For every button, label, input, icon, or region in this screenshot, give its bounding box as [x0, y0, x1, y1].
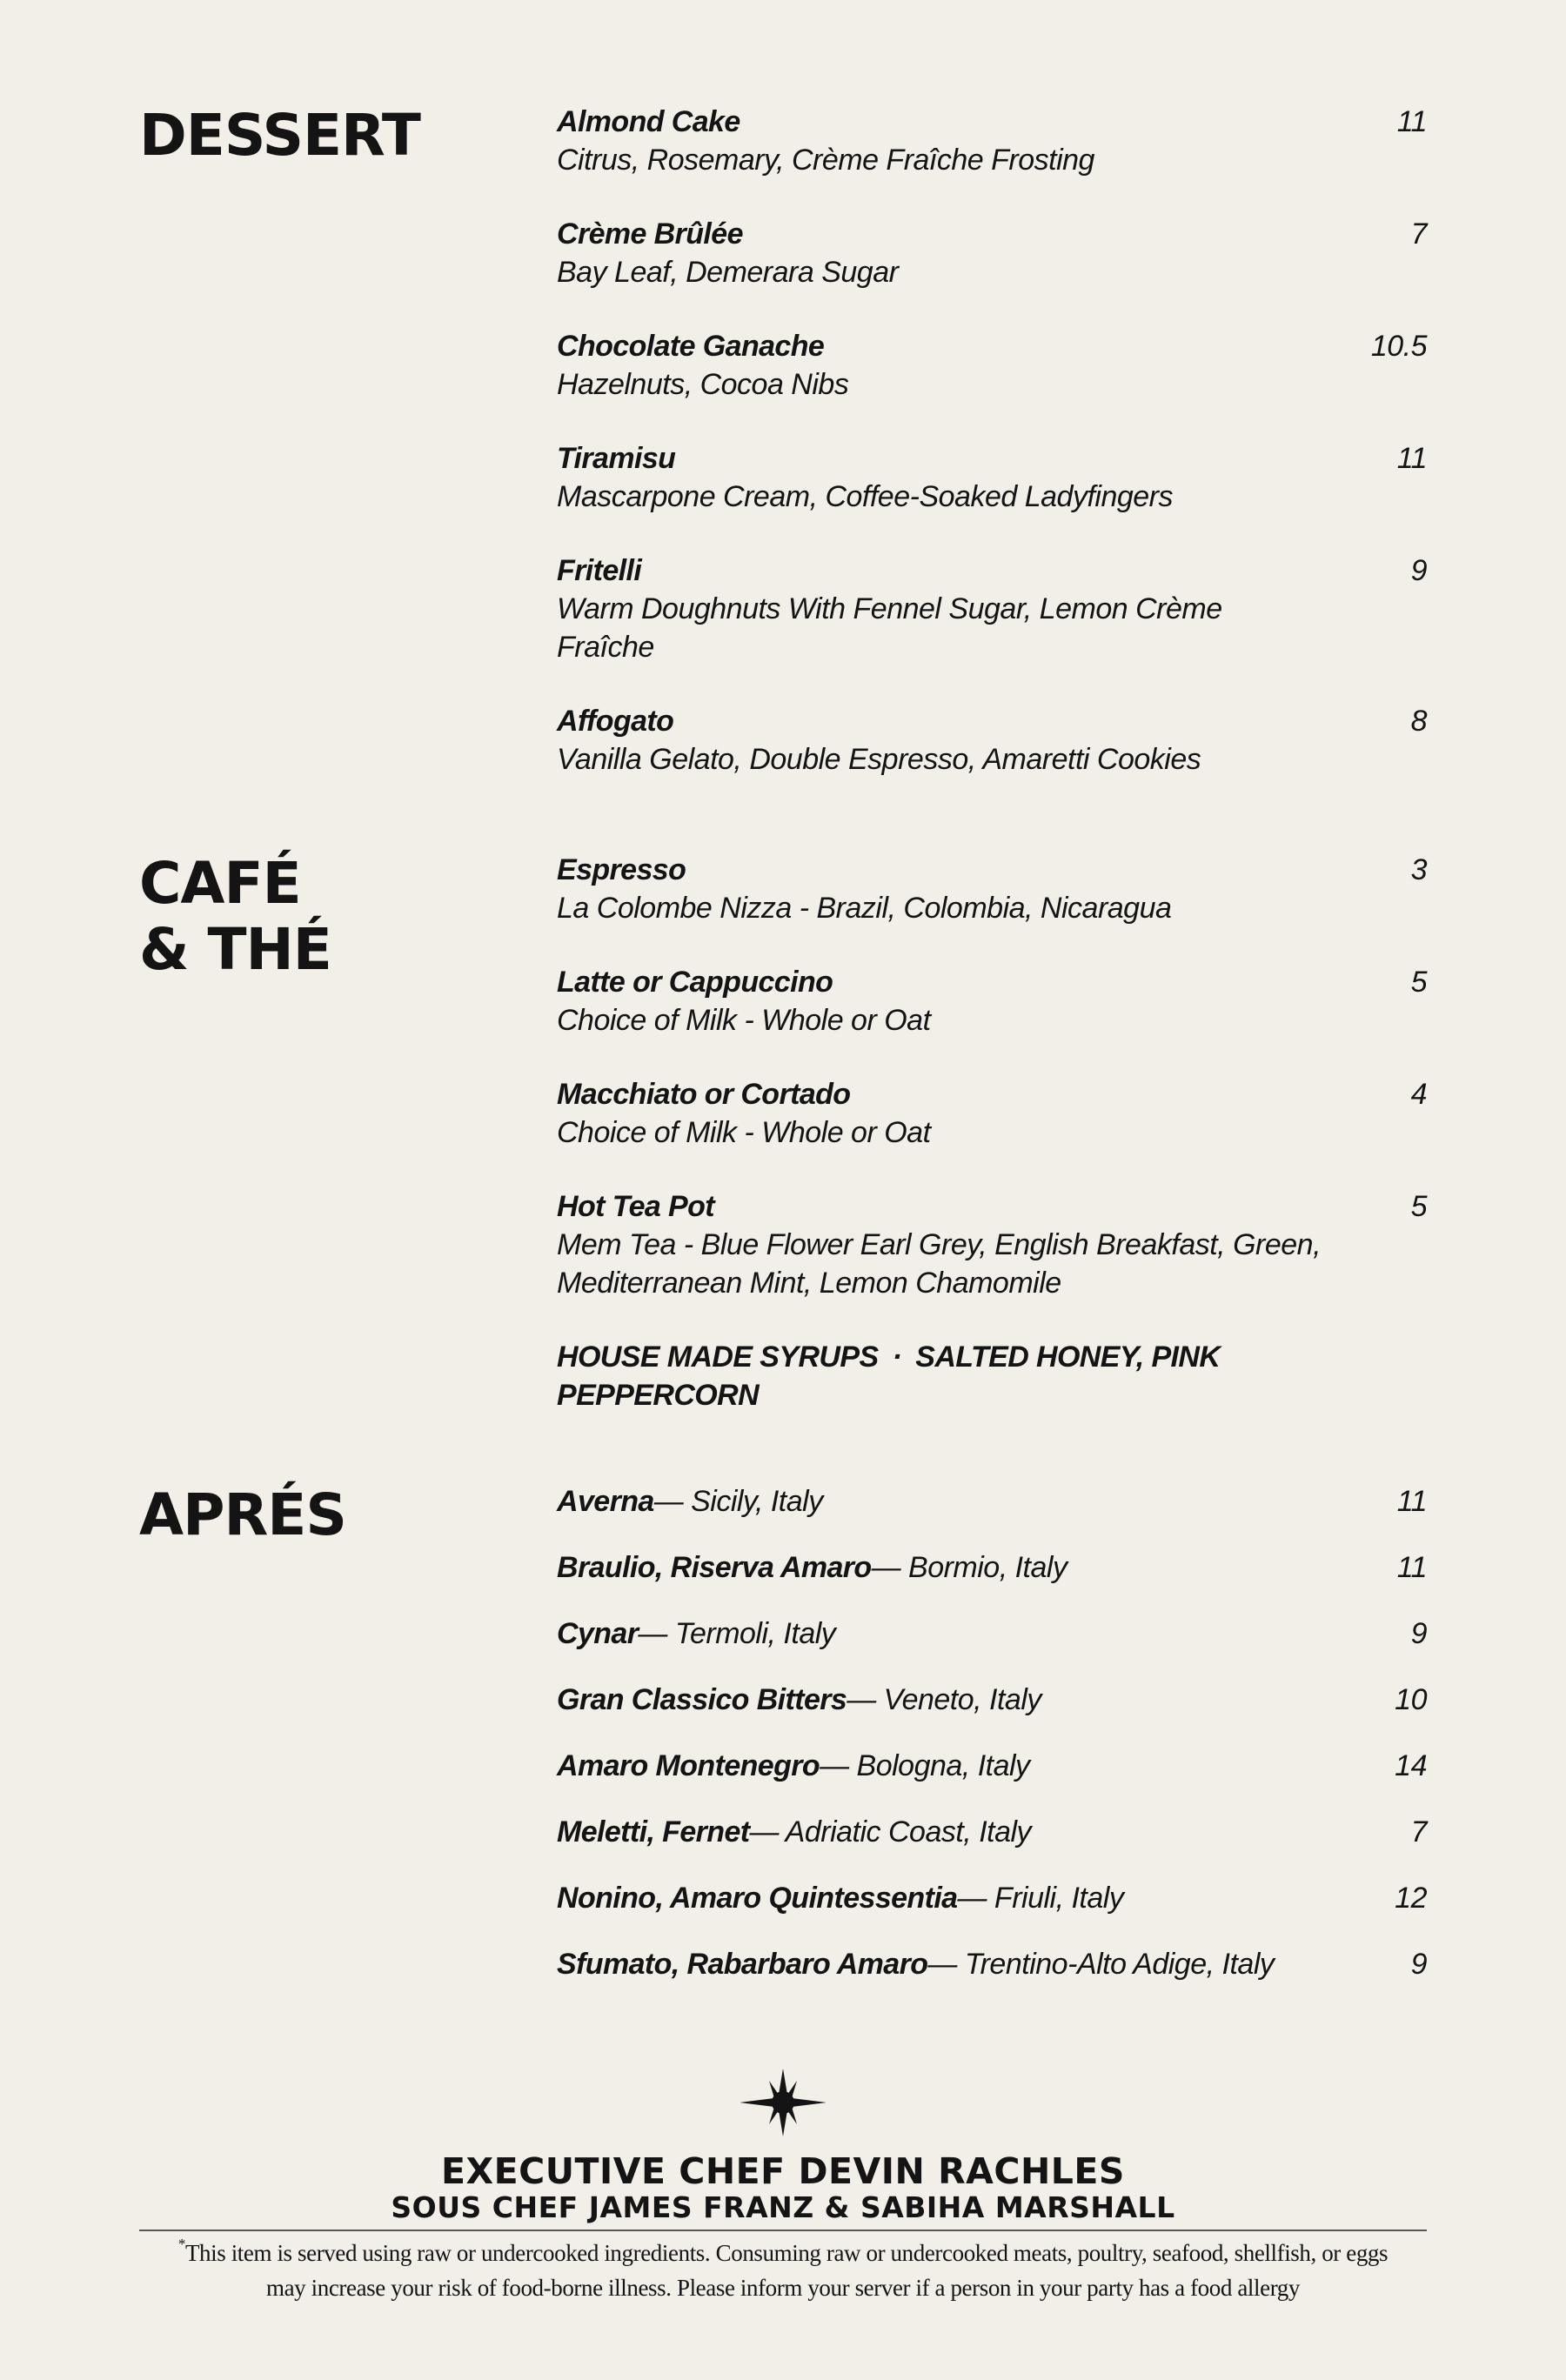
- executive-chef-credit: EXECUTIVE CHEF DEVIN RACHLES: [441, 2150, 1125, 2192]
- apres-items: [557, 1482, 1427, 2011]
- menu-item: [557, 1945, 1427, 1983]
- item-name: Chocolate Ganache: [557, 330, 825, 363]
- allergy-disclaimer: [139, 2236, 1427, 2305]
- item-price: 9: [1410, 1948, 1427, 1981]
- item-description: Choice of Milk - Whole or Oat: [557, 1004, 931, 1037]
- menu-item: [557, 1747, 1427, 1785]
- item-name: Fritelli: [557, 554, 642, 587]
- item-origin: — Friuli, Italy: [957, 1882, 1124, 1915]
- menu-item: [557, 552, 1427, 666]
- item-description: Bay Leaf, Demerara Sugar: [557, 256, 899, 289]
- disclaimer-asterisk: *: [177, 2236, 185, 2252]
- item-name: Hot Tea Pot: [557, 1190, 715, 1223]
- item-name: Meletti, Fernet: [557, 1815, 750, 1849]
- item-description: Vanilla Gelato, Double Espresso, Amaretti Cookies: [557, 743, 1201, 776]
- dessert-heading: DESSERT: [139, 102, 420, 169]
- item-description: Hazelnuts, Cocoa Nibs: [557, 368, 849, 401]
- separator-dot: ·: [892, 1340, 902, 1374]
- item-price: 9: [1410, 1617, 1427, 1650]
- item-price: 11: [1396, 1551, 1427, 1584]
- item-price: 12: [1395, 1882, 1427, 1915]
- menu-item: [557, 1879, 1427, 1917]
- menu-item: [557, 1548, 1427, 1587]
- item-description: La Colombe Nizza - Brazil, Colombia, Nicaragua: [557, 892, 1172, 925]
- disclaimer-line-1: [139, 2236, 1427, 2270]
- item-name: Gran Classico Bitters: [557, 1683, 847, 1716]
- item-origin: — Adriatic Coast, Italy: [749, 1815, 1032, 1849]
- menu-item: [557, 1075, 1427, 1152]
- item-name: Tiramisu: [557, 442, 676, 475]
- menu-item: [557, 1681, 1427, 1719]
- item-price: 10: [1395, 1683, 1427, 1716]
- item-origin: — Bormio, Italy: [871, 1551, 1067, 1584]
- item-price: 9: [1410, 554, 1427, 587]
- disclaimer-text-1: This item is served using raw or undercooked ingredients. Consuming raw or undercooked meats, poultry, seafood, shellfish, or eggs: [184, 2240, 1389, 2266]
- item-description: Citrus, Rosemary, Crème Fraîche Frosting: [557, 144, 1094, 177]
- item-name: Averna: [557, 1485, 654, 1518]
- item-price: 5: [1410, 1190, 1427, 1223]
- menu-item: [557, 963, 1427, 1040]
- menu-item: [557, 327, 1427, 404]
- sous-chef-credit: SOUS CHEF JAMES FRANZ & SABIHA MARSHALL: [391, 2190, 1175, 2224]
- dessert-items: [557, 103, 1427, 814]
- menu-item: [557, 1615, 1427, 1653]
- syrups-label: HOUSE MADE SYRUPS: [557, 1340, 879, 1374]
- menu-item: [557, 103, 1427, 179]
- item-origin: — Termoli, Italy: [638, 1617, 836, 1650]
- item-origin: — Veneto, Italy: [847, 1683, 1041, 1716]
- syrups-value: SALTED HONEY, PINK PEPPERCORN: [557, 1340, 1221, 1412]
- item-price: 3: [1410, 853, 1427, 886]
- item-name: Affogato: [557, 705, 674, 738]
- item-name: Espresso: [557, 853, 686, 886]
- item-description: Mascarpone Cream, Coffee-Soaked Ladyfingers: [557, 480, 1173, 513]
- item-price: 11: [1396, 442, 1427, 475]
- item-name: Amaro Montenegro: [557, 1749, 820, 1782]
- item-name: Latte or Cappuccino: [557, 966, 833, 999]
- footer-divider: [139, 2230, 1427, 2231]
- item-description: Warm Doughnuts With Fennel Sugar, Lemon Crème Fraîche: [557, 592, 1222, 664]
- house-syrups-note: [557, 1338, 1427, 1414]
- item-origin: — Trentino-Alto Adige, Italy: [927, 1948, 1275, 1981]
- menu-item: [557, 215, 1427, 291]
- item-name: Sfumato, Rabarbaro Amaro: [557, 1948, 928, 1981]
- item-name: Braulio, Riserva Amaro: [557, 1551, 872, 1584]
- cafe-heading: CAFÉ & THÉ: [139, 850, 331, 983]
- item-price: 4: [1410, 1078, 1427, 1111]
- item-description: Choice of Milk - Whole or Oat: [557, 1116, 931, 1149]
- item-name: Nonino, Amaro Quintessentia: [557, 1882, 958, 1915]
- item-description: Mem Tea - Blue Flower Earl Grey, English Breakfast, Green, Mediterranean Mint, Lemon Chamomile: [557, 1228, 1322, 1300]
- item-name: Macchiato or Cortado: [557, 1078, 851, 1111]
- item-price: 11: [1396, 1485, 1427, 1518]
- disclaimer-line-2: may increase your risk of food-borne illness. Please inform your server if a person in your party has a food allergy: [266, 2275, 1300, 2301]
- item-price: 8: [1410, 705, 1427, 738]
- star-burst-icon: [740, 2069, 826, 2136]
- item-price: 14: [1395, 1749, 1427, 1782]
- item-origin: — Sicily, Italy: [653, 1485, 823, 1518]
- menu-item: [557, 1482, 1427, 1521]
- item-origin: — Bologna, Italy: [820, 1749, 1030, 1782]
- item-price: 7: [1410, 217, 1427, 251]
- item-name: Crème Brûlée: [557, 217, 743, 251]
- item-name: Cynar: [557, 1617, 639, 1650]
- apres-heading: APRÉS: [139, 1481, 346, 1548]
- item-price: 11: [1396, 105, 1427, 138]
- cafe-items: [557, 851, 1427, 1414]
- menu-item: [557, 1187, 1427, 1302]
- menu-item: [557, 439, 1427, 516]
- menu-item: [557, 1813, 1427, 1851]
- menu-item: [557, 702, 1427, 779]
- item-price: 5: [1410, 966, 1427, 999]
- menu-item: [557, 851, 1427, 927]
- item-price: 10.5: [1370, 330, 1427, 363]
- item-name: Almond Cake: [557, 105, 740, 138]
- item-price: 7: [1410, 1815, 1427, 1849]
